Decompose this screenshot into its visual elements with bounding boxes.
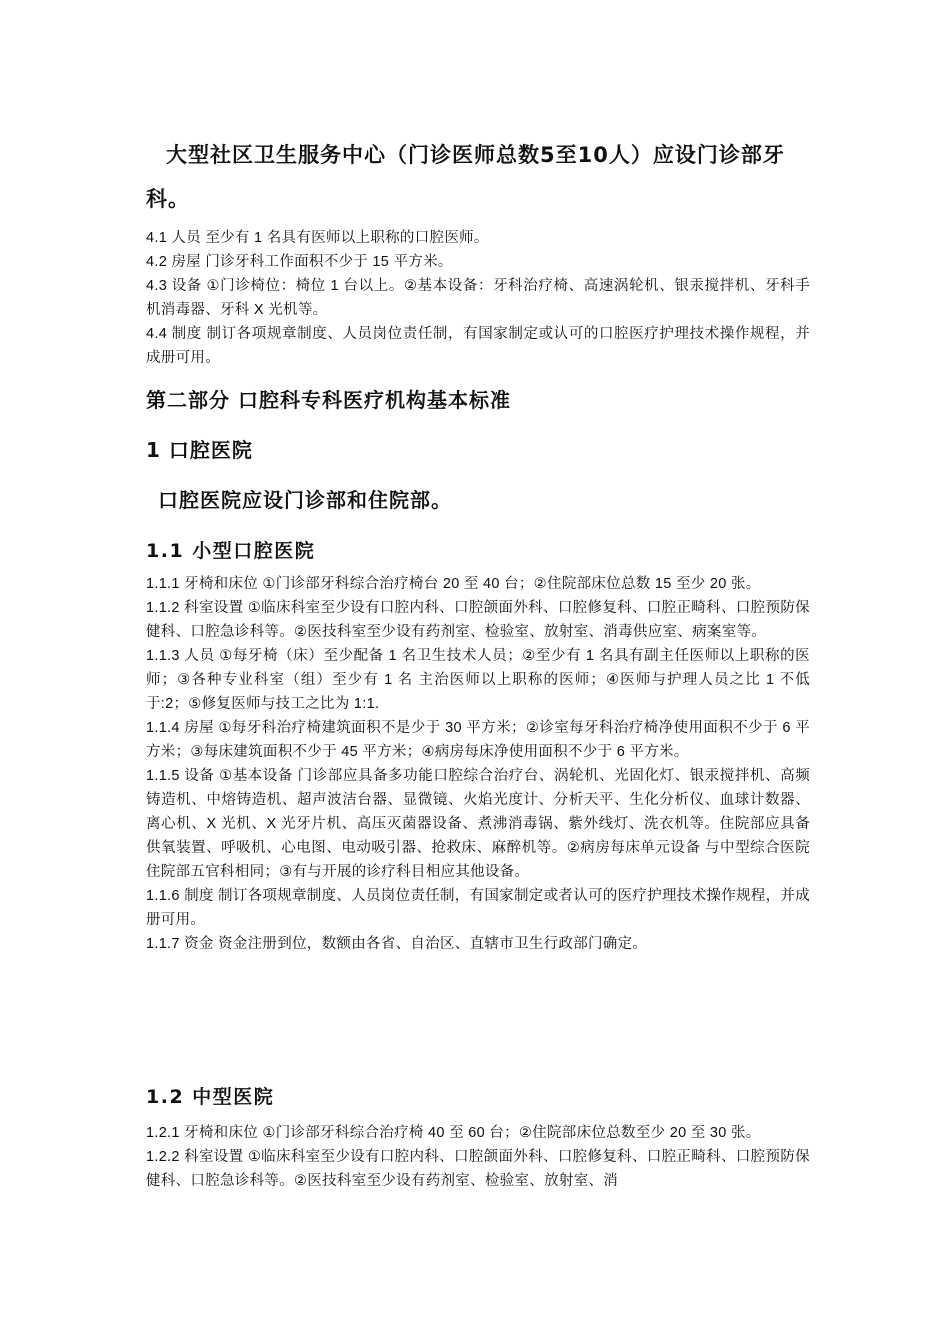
paragraph-1-1-1: 1.1.1 牙椅和床位 ①门诊部牙科综合治疗椅台 20 至 40 台；②住院部床位总数 15 至少 20 张。 xyxy=(146,576,761,592)
section-1-heading: 1 口腔医院 xyxy=(146,438,253,462)
section-1-1-block xyxy=(146,572,810,956)
paragraph-1-1-4: 1.1.4 房屋 ①每牙科治疗椅建筑面积不是少于 30 平方米；②诊室每牙科治疗椅净使用面积不少于 6 平方米；③每床建筑面积不少于 45 平方米；④病房每床净使用面积不少于 6 平方米。 xyxy=(146,720,810,760)
paragraph-4-4: 4.4 制度 制订各项规章制度、人员岗位责任制，有国家制定或认可的口腔医疗护理技术操作规程，并成册可用。 xyxy=(146,326,810,366)
paragraph-1-1-2: 1.1.2 科室设置 ①临床科室至少设有口腔内科、口腔颌面外科、口腔修复科、口腔正畸科、口腔预防保健科、口腔急诊科等。②医技科室至少设有药剂室、检验室、放射室、消毒供应室、病案室等。 xyxy=(146,600,810,640)
section-4-block xyxy=(146,226,810,370)
paragraph-1-1-3: 1.1.3 人员 ①每牙椅（床）至少配备 1 名卫生技术人员；②至少有 1 名具有副主任医师以上职称的医师；③各种专业科室（组）至少有 1 名 主治医师以上职称的医师；④医师与护理人员之比 1 不低于:2；⑤修复医师与技工之比为 1:1. xyxy=(146,648,810,712)
section-1-intro: 口腔医院应设门诊部和住院部。 xyxy=(158,488,452,512)
intro-heading: 大型社区卫生服务中心（门诊医师总数5至10人）应设门诊部牙科。 xyxy=(146,143,785,211)
paragraph-1-1-6: 1.1.6 制度 制订各项规章制度、人员岗位责任制，有国家制定或者认可的医疗护理技术操作规程，并成册可用。 xyxy=(146,888,811,928)
section-1-2-block xyxy=(146,1121,810,1193)
part-2-heading: 第二部分 口腔科专科医疗机构基本标准 xyxy=(146,388,511,412)
section-1-2-heading: 1.2 中型医院 xyxy=(146,1086,275,1108)
paragraph-1-1-5: 1.1.5 设备 ①基本设备 门诊部应具备多功能口腔综合治疗台、涡轮机、光固化灯、银汞搅拌机、高频铸造机、中熔铸造机、超声波洁台器、显微镜、火焰光度计、分析天平、生化分析仪、血球计数器、离心机、X 光机、X 光牙片机、高压灭菌器设备、煮沸消毒锅、紫外线灯、洗衣机等。住院部应具备供氧装置、呼吸机、心电图、电动吸引器、抢救床、麻醉机等。②病房每床单元设备 与中型综合医院住院部五官科相同；③有与开展的诊疗科目相应其他设备。 xyxy=(146,768,810,880)
paragraph-1-2-1: 1.2.1 牙椅和床位 ①门诊部牙科综合治疗椅 40 至 60 台；②住院部床位总数至少 20 至 30 张。 xyxy=(146,1125,761,1141)
section-1-1-heading: 1.1 小型口腔医院 xyxy=(146,540,316,562)
paragraph-1-2-2: 1.2.2 科室设置 ①临床科室至少设有口腔内科、口腔颌面外科、口腔修复科、口腔正畸科、口腔预防保健科、口腔急诊科等。②医技科室至少设有药剂室、检验室、放射室、消 xyxy=(146,1149,810,1189)
paragraph-4-2: 4.2 房屋 门诊牙科工作面积不少于 15 平方米。 xyxy=(146,254,453,270)
paragraph-4-1: 4.1 人员 至少有 1 名具有医师以上职称的口腔医师。 xyxy=(146,230,489,246)
paragraph-4-3: 4.3 设备 ①门诊椅位：椅位 1 台以上。②基本设备：牙科治疗椅、高速涡轮机、银汞搅拌机、牙科手机消毒器、牙科 X 光机等。 xyxy=(146,278,810,318)
paragraph-1-1-7: 1.1.7 资金 资金注册到位，数额由各省、自治区、直辖市卫生行政部门确定。 xyxy=(146,936,648,952)
